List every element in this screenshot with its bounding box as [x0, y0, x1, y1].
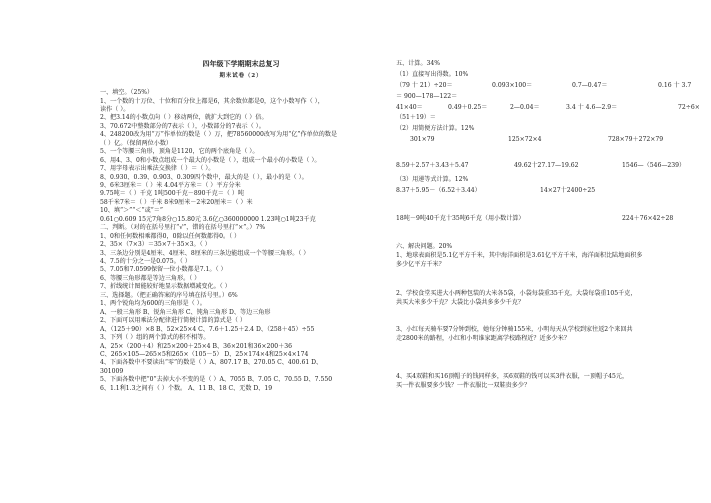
- question-line: 58千米7米＝（ ）千米 8米9厘米－2米20厘米＝（ ）米: [100, 198, 253, 206]
- question-line: 7、折线统计图能较好地显示数据增减变化。（ ）: [100, 283, 231, 291]
- question-line: A、25×（200＋4）和25×200＋25×4 B、36×201和36×200＋36: [100, 342, 292, 350]
- calc4-title: （3）用递等式计算。12%: [396, 176, 469, 183]
- question-line: 一、填空。（25%）: [100, 89, 154, 96]
- problem-1-line: 多少亿平方千米？: [396, 261, 445, 268]
- exam-title: 四年级下学期期末总复习: [202, 59, 280, 68]
- question-line: 6、1.1利1.3之间有（ ）个数。 A、11 B、18 C、无数 D、19: [100, 384, 273, 392]
- question-line: 10、填“＞”“＜”或“＝”: [100, 207, 164, 215]
- calc-item: 18吨－9吨40千克十35吨6千克（用小数计算）: [396, 215, 525, 222]
- calc-item: 49.62十27.17—19.62: [514, 162, 579, 169]
- calc1-row4: （51＋19）＝: [396, 114, 436, 121]
- problem-4-line: 买一件衣服要多少钱？一件衣服比一双鞋贵多少？: [396, 382, 531, 389]
- question-line: 8、0.930、0.39、0.903、0.309四个数中，最大的是（ ），最小的是（ ）。: [100, 173, 308, 181]
- question-line: 1、两个锐角均为600的三角形是（ ）。: [100, 300, 206, 308]
- problem-1-line: 1、地球表面积是5.1亿平方千米，其中海洋面积是3.61亿平方千米，海洋面积比陆地面积多: [396, 252, 643, 259]
- calc-item: 1546—（546—239）: [622, 162, 686, 169]
- problem-3-line: 3、小红每天骑车要7分钟到校，她每分钟骑155米，小明每天从学校到家往返2个来回共: [396, 326, 633, 333]
- calc-item: 72÷6×: [678, 104, 700, 111]
- question-line: 读作（ ）。: [100, 105, 130, 113]
- calc-item: 41×40＝: [396, 104, 423, 111]
- question-line: 2、下面可以用乘法分配律进行简便计算的算式是（ ）: [100, 317, 246, 325]
- exam-subtitle: 期末试卷（2）: [219, 73, 263, 79]
- question-line: 2、35×（7×3）＝35×7＋35×3。（ ）: [100, 241, 211, 249]
- calc-item: 0.093×100＝: [492, 82, 533, 89]
- problem-2-line: 2、学校食堂买进大小两种包装的大米各5袋，小袋每袋重35千克，大袋每袋重105千克，: [396, 290, 637, 297]
- question-line: 3、下列（ ）组的两个算式的积不相等。: [100, 334, 210, 341]
- question-line: 2、把3.14的小数点向（ ）移动两位，就扩大到它的（ ）倍。: [100, 114, 268, 122]
- calc-item: 0.7—0.47＝: [572, 82, 608, 89]
- problem-4-line: 4、买4双鞋和买16顶帽子的钱同样多，买6双鞋的钱可以买3件衣服，一顶帽子45元，: [396, 373, 629, 380]
- calc-item: 2—0.04＝: [510, 104, 540, 111]
- section-calc-heading: 五、计算。34%: [396, 60, 441, 67]
- question-line: 5、一个等腰三角形，顶角是1120，它的两个底角是（ ）。: [100, 148, 259, 156]
- question-line: 3、三条边分别是4厘米、4厘米、8厘米的三条边能组成一个等腰三角形。（ ）: [100, 249, 310, 257]
- question-line: 5、7.05和7.0599保留一位小数都是7.1。（ ）: [100, 266, 227, 274]
- question-line: 301009: [100, 367, 124, 375]
- calc-item: 8.37＋5.95－（6.52＋3.44）: [396, 187, 481, 194]
- question-line: 3、70.672中整数部分的7表示（ ），小数部分的7表示（ ）。: [100, 122, 265, 130]
- question-line: 1、0和任何数相乘都得0，0除以任何数都得0。（ ）: [100, 232, 241, 240]
- question-line: A、一般三角形 B、锐角三角形 C、钝角三角形 D、等边三角形: [100, 308, 271, 316]
- question-line: 6、用4、3、0和小数点组成一个最大的小数是（ ），组成一个最小的小数是（ ）。: [100, 156, 321, 164]
- question-line: （ ）亿。（保留两位小数）: [100, 139, 173, 147]
- calc-item: 224＋76×42÷28: [622, 215, 674, 222]
- question-line: 6、等腰三角形都是等边三角形。（ ）: [100, 274, 201, 282]
- question-line: 4、下面各数中不要读出“零”的数是（ ）A、807.17 B、270.05 C、400.61 D、: [100, 359, 323, 367]
- calc-item: （79 十 21）÷20＝: [396, 82, 453, 89]
- question-line: 0.61○0.609 15元7角8分○15.80元 3.6亿○360000000 1.23吨○1吨23千克: [100, 215, 316, 223]
- calc-item: 0.16 十 3.7: [658, 82, 692, 89]
- calc1-title: （1）直接写出得数。10%: [396, 71, 469, 78]
- calc-item: 301×79: [410, 136, 435, 143]
- calc-item: 0.49＋0.25＝: [448, 104, 488, 111]
- question-line: 4、7.5的十分之一是0.075。（ ）: [100, 258, 191, 265]
- question-line: 7、用字母表示出乘法交换律（ ）＝（ ）。: [100, 165, 215, 173]
- calc-item: 8.59＋2.57＋3.43＋5.47: [396, 162, 469, 169]
- question-line: C、265×105—265×5和265×（105－5） D、25×174×4和25×4×174: [100, 350, 309, 358]
- question-line: 三、选择题。（把正确答案的序号填在括号里。）6%: [100, 291, 238, 299]
- calc-item: 14×27十2400÷25: [540, 187, 596, 194]
- calc-item: 125×72×4: [508, 136, 542, 143]
- calc2-title: （2）用简便方法计算。12%: [396, 125, 475, 132]
- calc-item: 3.4 十 4.6—2.9＝: [566, 104, 618, 111]
- question-line: 1、一个数的十万位、十位和百分位上都是6，其余数位都是0，这个小数写作（ ），: [100, 97, 324, 105]
- calc1-row2: ＝ 900—178—122＝: [396, 93, 458, 100]
- question-line: 5、下面各数中把“0”去掉大小不变的是（ ）A、7055 B、7.05 C、70.55 D、7.550: [100, 376, 333, 384]
- calc-item: 728×79＋272×79: [608, 136, 664, 143]
- section-problems-heading: 六、解决问题。20%: [396, 243, 453, 250]
- question-line: A、（125＋90）×8 B、52×25×4 C、7.6＋1.25＋2.4 D、（258＋45）÷55: [100, 325, 315, 333]
- question-line: 4、248200改为用“万”作单位的数是（ ）万，把78560000改写为用“亿”作单位的数是: [100, 131, 338, 139]
- question-line: 9、6米3厘米＝（ ）米 4.04平方米＝（ ）平方分米: [100, 181, 241, 189]
- problem-3-line: 走2800米的路程，小红和小明谁家距离学校路程近？近多少米？: [396, 335, 570, 342]
- problem-2-line: 共买大米多少千克？大袋比小袋共多多少千克？: [396, 299, 524, 306]
- question-line: 9.75吨＝（ ）千克 1吨500千克－890千克＝（ ）吨: [100, 190, 245, 198]
- question-line: 二、判断。（对的在括号里打“√”，错的在括号里打“×”。）7%: [100, 224, 266, 232]
